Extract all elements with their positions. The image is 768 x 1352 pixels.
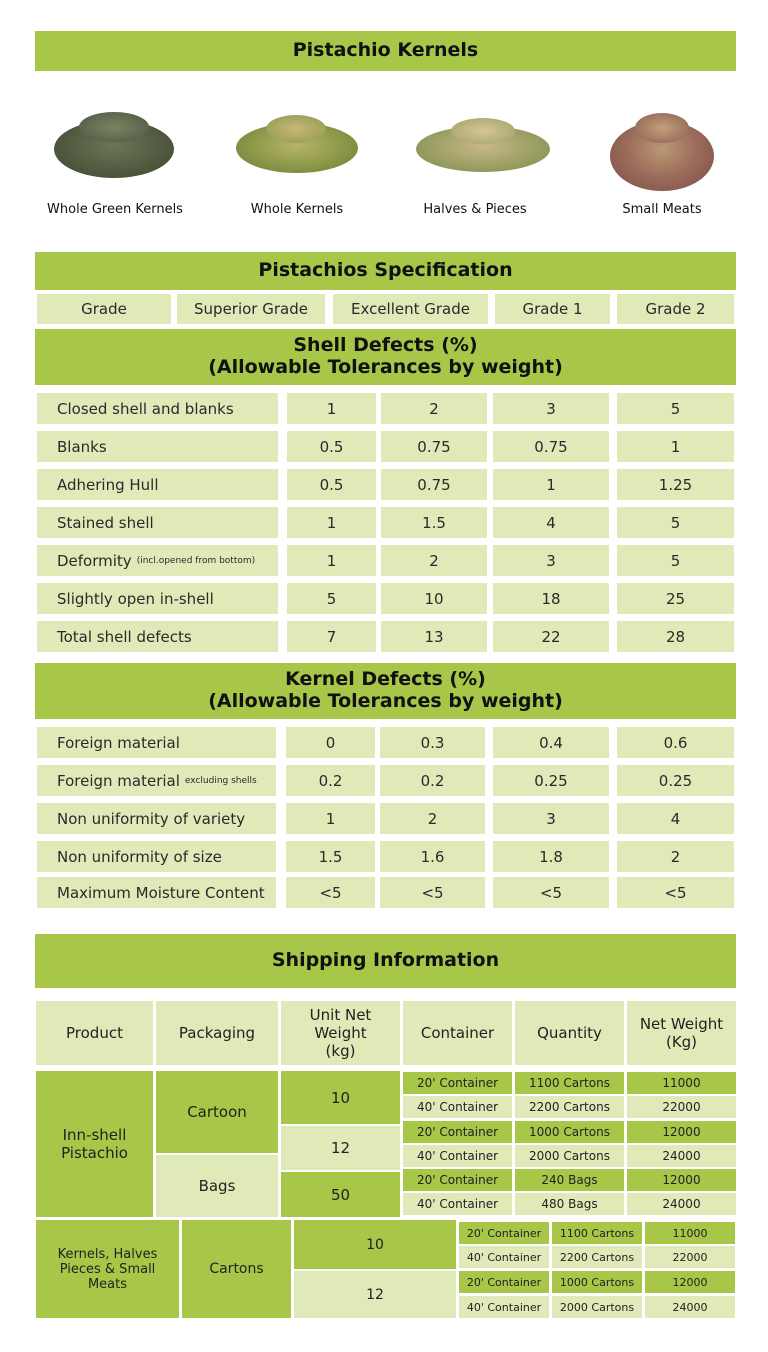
shell-label-text: Stained shell xyxy=(57,513,154,532)
kernel-value-cell: 2 xyxy=(380,803,485,834)
kernel-title-line1: Kernel Defects (%) xyxy=(285,668,486,691)
shipping-title: Shipping Information xyxy=(35,934,736,988)
product-caption: Halves & Pieces xyxy=(423,202,527,217)
kernel-row-label xyxy=(37,803,276,834)
shell-value-cell: 0.75 xyxy=(381,431,487,462)
kernel-value-cell: 0.25 xyxy=(617,765,734,796)
product-caption: Whole Kernels xyxy=(250,202,344,217)
shell-label-text: Deformity xyxy=(57,551,132,570)
inshell-net-cell: 22000 xyxy=(627,1096,736,1118)
kernels-product-cell: Kernels, Halves Pieces & Small Meats xyxy=(36,1220,179,1318)
inshell-quantity-cell: 2200 Cartons xyxy=(515,1096,624,1118)
kernels-packaging-cell: Cartons xyxy=(182,1220,291,1318)
grade-header: Excellent Grade xyxy=(333,294,488,324)
shell-row-label xyxy=(37,545,278,576)
kernel-value-cell: 0.4 xyxy=(493,727,609,758)
kernels-net-cell: 11000 xyxy=(645,1222,735,1244)
kernels-net-cell: 22000 xyxy=(645,1246,735,1268)
kernel-row-label xyxy=(37,765,276,796)
shell-value-cell: 28 xyxy=(617,621,734,652)
shell-value-cell: 1.25 xyxy=(617,469,734,500)
kernel-defects-title xyxy=(35,663,736,719)
inshell-net-cell: 24000 xyxy=(627,1145,736,1167)
shell-value-cell: 7 xyxy=(287,621,376,652)
shell-value-cell: 1 xyxy=(617,431,734,462)
product-caption: Whole Green Kernels xyxy=(47,202,183,217)
shipping-header-product: Product xyxy=(36,1001,153,1065)
inshell-weight-cell: 10 xyxy=(281,1071,400,1124)
whole-kernels-image xyxy=(236,113,358,173)
shell-value-cell: 5 xyxy=(617,393,734,424)
shipping-header-container: Container xyxy=(403,1001,512,1065)
inshell-quantity-cell: 2000 Cartons xyxy=(515,1145,624,1167)
inshell-net-cell: 24000 xyxy=(627,1193,736,1215)
kernel-row-label xyxy=(37,877,276,908)
shell-value-cell: 1 xyxy=(287,545,376,576)
shell-value-cell: 18 xyxy=(493,583,609,614)
kernel-row-label xyxy=(37,727,276,758)
inshell-quantity-cell: 1100 Cartons xyxy=(515,1072,624,1094)
shell-title-line1: Shell Defects (%) xyxy=(293,334,478,357)
kernel-value-cell: <5 xyxy=(380,877,485,908)
kernel-value-cell: 0.2 xyxy=(380,765,485,796)
kernel-value-cell: 1.8 xyxy=(493,841,609,872)
inshell-quantity-cell: 1000 Cartons xyxy=(515,1121,624,1143)
shell-value-cell: 0.75 xyxy=(381,469,487,500)
small-meats-image xyxy=(610,113,714,191)
kernel-label-note: excluding shells xyxy=(184,775,257,786)
shipping-header-packaging: Packaging xyxy=(156,1001,278,1065)
kernel-label-text: Foreign material xyxy=(57,771,180,790)
kernel-title-line2: (Allowable Tolerances by weight) xyxy=(208,690,563,712)
shell-defects-title xyxy=(35,329,736,385)
kernels-container-cell: 20' Container xyxy=(459,1222,549,1244)
inshell-container-cell: 20' Container xyxy=(403,1169,512,1191)
kernels-quantity-cell: 2000 Cartons xyxy=(552,1296,642,1318)
inshell-container-cell: 20' Container xyxy=(403,1121,512,1143)
inshell-product-cell: Inn-shell Pistachio xyxy=(36,1071,153,1217)
kernels-net-cell: 24000 xyxy=(645,1296,735,1318)
kernel-label-text: Foreign material xyxy=(57,733,180,752)
kernels-net-cell: 12000 xyxy=(645,1271,735,1293)
kernel-label-text: Non uniformity of size xyxy=(57,847,222,866)
shell-value-cell: 5 xyxy=(617,507,734,538)
inshell-container-cell: 40' Container xyxy=(403,1145,512,1167)
kernel-value-cell: <5 xyxy=(493,877,609,908)
shell-row-label xyxy=(37,621,278,652)
shell-label-note: (incl.opened from bottom) xyxy=(136,555,256,566)
shell-label-text: Slightly open in-shell xyxy=(57,589,214,608)
shell-value-cell: 1 xyxy=(493,469,609,500)
shell-label-text: Total shell defects xyxy=(57,627,192,646)
shipping-header-unit-weight: Unit Net Weight (kg) xyxy=(281,1001,400,1065)
kernel-row-label xyxy=(37,841,276,872)
inshell-weight-cell: 50 xyxy=(281,1172,400,1217)
shell-value-cell: 0.5 xyxy=(287,431,376,462)
page-title: Pistachio Kernels xyxy=(35,31,736,71)
inshell-quantity-cell: 480 Bags xyxy=(515,1193,624,1215)
inshell-container-cell: 20' Container xyxy=(403,1072,512,1094)
kernel-value-cell: 1.5 xyxy=(286,841,375,872)
inshell-net-cell: 12000 xyxy=(627,1121,736,1143)
kernels-container-cell: 40' Container xyxy=(459,1296,549,1318)
grade-header: Superior Grade xyxy=(177,294,325,324)
kernels-container-cell: 20' Container xyxy=(459,1271,549,1293)
shell-value-cell: 0.75 xyxy=(493,431,609,462)
inshell-net-cell: 12000 xyxy=(627,1169,736,1191)
shell-label-text: Closed shell and blanks xyxy=(57,399,234,418)
inshell-container-cell: 40' Container xyxy=(403,1193,512,1215)
kernels-quantity-cell: 2200 Cartons xyxy=(552,1246,642,1268)
grade-header: Grade 2 xyxy=(617,294,734,324)
shipping-header-quantity: Quantity xyxy=(515,1001,624,1065)
kernel-value-cell: 3 xyxy=(493,803,609,834)
grade-header: Grade 1 xyxy=(495,294,610,324)
kernel-value-cell: <5 xyxy=(286,877,375,908)
shell-row-label xyxy=(37,469,278,500)
shell-value-cell: 1 xyxy=(287,507,376,538)
kernel-value-cell: <5 xyxy=(617,877,734,908)
kernels-weight-cell: 10 xyxy=(294,1220,456,1269)
shell-value-cell: 2 xyxy=(381,545,487,576)
shell-row-label xyxy=(37,507,278,538)
shell-value-cell: 4 xyxy=(493,507,609,538)
shell-value-cell: 1.5 xyxy=(381,507,487,538)
kernel-label-text: Maximum Moisture Content xyxy=(57,883,265,902)
inshell-packaging-cartoon: Cartoon xyxy=(156,1071,278,1153)
kernel-value-cell: 1 xyxy=(286,803,375,834)
kernels-container-cell: 40' Container xyxy=(459,1246,549,1268)
kernel-value-cell: 0.6 xyxy=(617,727,734,758)
shell-value-cell: 10 xyxy=(381,583,487,614)
shell-value-cell: 13 xyxy=(381,621,487,652)
shell-value-cell: 2 xyxy=(381,393,487,424)
whole-green-kernels-image xyxy=(54,108,174,180)
kernel-value-cell: 0.25 xyxy=(493,765,609,796)
shell-row-label xyxy=(37,583,278,614)
shell-value-cell: 5 xyxy=(617,545,734,576)
shell-value-cell: 5 xyxy=(287,583,376,614)
shell-value-cell: 0.5 xyxy=(287,469,376,500)
product-caption: Small Meats xyxy=(622,202,702,217)
inshell-container-cell: 40' Container xyxy=(403,1096,512,1118)
shell-value-cell: 3 xyxy=(493,545,609,576)
halves-pieces-image xyxy=(416,116,550,172)
kernels-quantity-cell: 1000 Cartons xyxy=(552,1271,642,1293)
kernels-quantity-cell: 1100 Cartons xyxy=(552,1222,642,1244)
inshell-net-cell: 11000 xyxy=(627,1072,736,1094)
shell-title-line2: (Allowable Tolerances by weight) xyxy=(208,356,563,378)
grade-header: Grade xyxy=(37,294,171,324)
inshell-packaging-bags: Bags xyxy=(156,1155,278,1217)
shell-value-cell: 22 xyxy=(493,621,609,652)
shell-row-label xyxy=(37,393,278,424)
kernel-label-text: Non uniformity of variety xyxy=(57,809,246,828)
shell-value-cell: 1 xyxy=(287,393,376,424)
kernel-value-cell: 4 xyxy=(617,803,734,834)
kernel-value-cell: 0.2 xyxy=(286,765,375,796)
shell-label-text: Blanks xyxy=(57,437,107,456)
shell-value-cell: 3 xyxy=(493,393,609,424)
kernel-value-cell: 0 xyxy=(286,727,375,758)
kernels-weight-cell: 12 xyxy=(294,1271,456,1318)
shell-row-label xyxy=(37,431,278,462)
inshell-weight-cell: 12 xyxy=(281,1126,400,1170)
inshell-quantity-cell: 240 Bags xyxy=(515,1169,624,1191)
kernel-value-cell: 1.6 xyxy=(380,841,485,872)
spec-title: Pistachios Specification xyxy=(35,252,736,290)
shell-label-text: Adhering Hull xyxy=(57,475,159,494)
kernel-value-cell: 2 xyxy=(617,841,734,872)
shell-value-cell: 25 xyxy=(617,583,734,614)
shipping-header-net-weight: Net Weight (Kg) xyxy=(627,1001,736,1065)
kernel-value-cell: 0.3 xyxy=(380,727,485,758)
